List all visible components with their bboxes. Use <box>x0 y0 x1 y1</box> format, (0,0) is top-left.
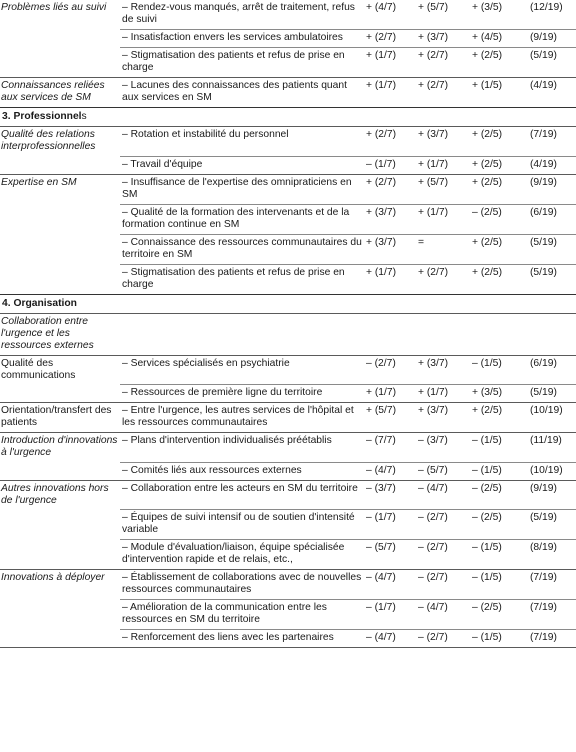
category-cell <box>0 462 120 480</box>
total-cell: (7/19) <box>528 127 576 157</box>
item-cell: – Rendez-vous manqués, arrêt de traitement, refus de suivi <box>122 2 355 25</box>
value-cell-2: – (2/7) <box>416 570 470 600</box>
value-cell-3: + (2/5) <box>470 156 528 174</box>
value-cell-1 <box>364 313 416 355</box>
item-cell: – Renforcement des liens avec les partenaires <box>120 630 364 648</box>
value-cell-2: + (1/7) <box>416 204 470 234</box>
value-cell-1: + (1/7) <box>364 78 416 108</box>
value-cell-2: + (5/7) <box>416 174 470 204</box>
total-cell: (5/19) <box>528 48 576 78</box>
category-cell <box>0 630 120 648</box>
value-cell-3: + (2/5) <box>470 264 528 294</box>
value-cell-3: + (3/5) <box>470 385 528 403</box>
item-cell: – Travail d'équipe <box>120 156 364 174</box>
category-cell <box>0 156 120 174</box>
table-row <box>0 313 576 355</box>
value-cell-2: + (2/7) <box>416 78 470 108</box>
category-cell <box>0 510 120 540</box>
item-cell <box>120 313 364 355</box>
category-cell <box>0 204 120 234</box>
total-cell: (5/19) <box>528 234 576 264</box>
table-row <box>0 540 576 570</box>
table-row <box>0 630 576 648</box>
table-row <box>0 204 576 234</box>
value-cell-3: – (1/5) <box>470 570 528 600</box>
category-cell <box>0 30 120 48</box>
value-cell-2: + (3/7) <box>416 30 470 48</box>
table-row <box>0 156 576 174</box>
section-title <box>0 108 576 127</box>
category-cell <box>0 540 120 570</box>
item-cell: – Module d'évaluation/liaison, équipe spécialisée d'intervention rapide et de relais, etc., <box>120 540 364 570</box>
category-cell: Connaissances reliées aux services de SM <box>0 78 120 108</box>
total-cell: (7/19) <box>528 600 576 630</box>
value-cell-2: – (5/7) <box>416 462 470 480</box>
value-cell-1: + (1/7) <box>364 385 416 403</box>
value-cell-2: + (1/7) <box>416 156 470 174</box>
category-cell: Introduction d'innovations à l'urgence <box>0 433 120 463</box>
category-cell: Qualité des communications <box>0 355 120 385</box>
value-cell-3: + (1/5) <box>470 78 528 108</box>
total-cell: (7/19) <box>528 630 576 648</box>
total-cell: (10/19) <box>528 462 576 480</box>
value-cell-3: + (2/5) <box>470 48 528 78</box>
item-cell: – Services spécialisés en psychiatrie <box>120 355 364 385</box>
value-cell-2: + (3/7) <box>416 127 470 157</box>
section-header-row <box>0 294 576 313</box>
item-cell: – Plans d'intervention individualisés préétablis <box>120 433 364 463</box>
table-row <box>0 30 576 48</box>
value-cell-1: + (2/7) <box>364 174 416 204</box>
category-cell: Innovations à déployer <box>0 570 120 600</box>
value-cell-2: + (3/7) <box>416 355 470 385</box>
total-cell: (6/19) <box>528 355 576 385</box>
value-cell-3: + (4/5) <box>470 30 528 48</box>
value-cell-2: – (4/7) <box>416 600 470 630</box>
value-cell-2: = <box>416 234 470 264</box>
table-row <box>0 403 576 433</box>
category-cell: Expertise en SM <box>0 174 120 204</box>
item-cell: – Connaissance des ressources communautaires du territoire en SM <box>120 234 364 264</box>
section-header-row <box>0 108 576 127</box>
value-cell-1: + (2/7) <box>364 127 416 157</box>
table-row <box>0 234 576 264</box>
table-row <box>0 433 576 463</box>
category-cell: Orientation/transfert des patients <box>0 403 120 433</box>
value-cell-2 <box>416 313 470 355</box>
category-cell: Problèmes liés au suivi <box>1 2 107 13</box>
table-row <box>0 174 576 204</box>
total-cell: (5/19) <box>528 385 576 403</box>
table-row <box>0 385 576 403</box>
value-cell-1: – (2/7) <box>364 355 416 385</box>
value-cell-1: + (3/7) <box>364 234 416 264</box>
total-cell: (11/19) <box>528 433 576 463</box>
value-cell-2: – (3/7) <box>416 433 470 463</box>
table-row <box>0 127 576 157</box>
value-cell-3: – (2/5) <box>470 480 528 510</box>
total-cell: (5/19) <box>528 510 576 540</box>
item-cell: – Qualité de la formation des intervenants et de la formation continue en SM <box>120 204 364 234</box>
value-cell-3: + (2/5) <box>470 127 528 157</box>
value-cell-2: + (2/7) <box>416 264 470 294</box>
value-cell-3: – (1/5) <box>470 540 528 570</box>
value-cell-3: + (2/5) <box>470 174 528 204</box>
value-cell-1: – (1/7) <box>364 510 416 540</box>
item-cell: – Amélioration de la communication entre les ressources en SM du territoire <box>120 600 364 630</box>
value-cell-1: + (5/7) <box>364 403 416 433</box>
total-cell: (9/19) <box>528 480 576 510</box>
table-row <box>0 264 576 294</box>
item-cell: – Collaboration entre les acteurs en SM du territoire <box>120 480 364 510</box>
value-cell-1: – (1/7) <box>364 600 416 630</box>
value-cell-3: + (2/5) <box>470 234 528 264</box>
value-cell-2: – (2/7) <box>416 630 470 648</box>
table-row <box>0 0 576 30</box>
item-cell: – Stigmatisation des patients et refus de prise en charge <box>120 48 364 78</box>
total-cell: (9/19) <box>528 30 576 48</box>
value-cell-3: – (1/5) <box>470 630 528 648</box>
category-cell <box>0 600 120 630</box>
section-title <box>0 294 576 313</box>
value-cell-1: + (1/7) <box>364 48 416 78</box>
category-cell: Collaboration entre l'urgence et les ressources externes <box>0 313 120 355</box>
category-cell <box>0 48 120 78</box>
total-cell: (4/19) <box>528 78 576 108</box>
value-cell-2: + (3/7) <box>416 403 470 433</box>
category-cell <box>0 234 120 264</box>
item-cell: – Insuffisance de l'expertise des omnipraticiens en SM <box>120 174 364 204</box>
value-cell-3 <box>470 313 528 355</box>
table-row <box>0 78 576 108</box>
table-row <box>0 600 576 630</box>
value-cell-1: – (5/7) <box>364 540 416 570</box>
item-cell: – Équipes de suivi intensif ou de soutien d'intensité variable <box>120 510 364 540</box>
category-cell: Autres innovations hors de l'urgence <box>0 480 120 510</box>
value-cell-2: – (2/7) <box>416 540 470 570</box>
section-title-text: 3. Professionnel <box>2 111 82 122</box>
table-row <box>0 480 576 510</box>
value-cell-2: + (1/7) <box>416 385 470 403</box>
value-cell-3: – (1/5) <box>470 433 528 463</box>
total-cell <box>528 313 576 355</box>
item-cell: – Lacunes des connaissances des patients quant aux services en SM <box>120 78 364 108</box>
value-cell-3: + (3/5) <box>472 2 503 13</box>
value-cell-1: – (3/7) <box>364 480 416 510</box>
value-cell-3: – (2/5) <box>470 600 528 630</box>
item-cell: – Établissement de collaborations avec de nouvelles ressources communautaires <box>120 570 364 600</box>
table-row <box>0 355 576 385</box>
category-cell <box>0 264 120 294</box>
value-cell-1: + (2/7) <box>364 30 416 48</box>
total-cell: (6/19) <box>528 204 576 234</box>
value-cell-1: + (3/7) <box>364 204 416 234</box>
section-title-tail: s <box>81 111 87 122</box>
value-cell-1: – (4/7) <box>364 570 416 600</box>
value-cell-3: – (2/5) <box>470 510 528 540</box>
value-cell-3: – (1/5) <box>470 355 528 385</box>
total-cell: (8/19) <box>528 540 576 570</box>
value-cell-1: – (4/7) <box>364 630 416 648</box>
value-cell-3: – (2/5) <box>470 204 528 234</box>
total-cell: (7/19) <box>528 570 576 600</box>
value-cell-1: – (4/7) <box>364 462 416 480</box>
total-cell: (10/19) <box>528 403 576 433</box>
total-cell: (5/19) <box>528 264 576 294</box>
table-row <box>0 570 576 600</box>
item-cell: – Insatisfaction envers les services ambulatoires <box>120 30 364 48</box>
value-cell-2: + (5/7) <box>418 2 449 13</box>
total-cell: (9/19) <box>528 174 576 204</box>
value-cell-1: – (1/7) <box>364 156 416 174</box>
total-cell: (12/19) <box>530 2 563 13</box>
item-cell: – Comités liés aux ressources externes <box>120 462 364 480</box>
value-cell-1: + (1/7) <box>364 264 416 294</box>
item-cell: – Stigmatisation des patients et refus de prise en charge <box>120 264 364 294</box>
category-cell: Qualité des relations interprofessionnelles <box>0 127 120 157</box>
item-cell: – Rotation et instabilité du personnel <box>120 127 364 157</box>
value-cell-1: – (7/7) <box>364 433 416 463</box>
value-cell-2: – (4/7) <box>416 480 470 510</box>
value-cell-3: + (2/5) <box>470 403 528 433</box>
table-row <box>0 48 576 78</box>
table-row <box>0 462 576 480</box>
total-cell: (4/19) <box>528 156 576 174</box>
category-cell <box>0 385 120 403</box>
section-title-text: 4. Organisation <box>2 297 77 309</box>
value-cell-3: – (1/5) <box>470 462 528 480</box>
value-cell-1: + (4/7) <box>366 2 397 13</box>
table-row <box>0 510 576 540</box>
item-cell: – Entre l'urgence, les autres services de l'hôpital et les ressources communautaires <box>120 403 364 433</box>
value-cell-2: + (2/7) <box>416 48 470 78</box>
item-cell: – Ressources de première ligne du territoire <box>120 385 364 403</box>
value-cell-2: – (2/7) <box>416 510 470 540</box>
